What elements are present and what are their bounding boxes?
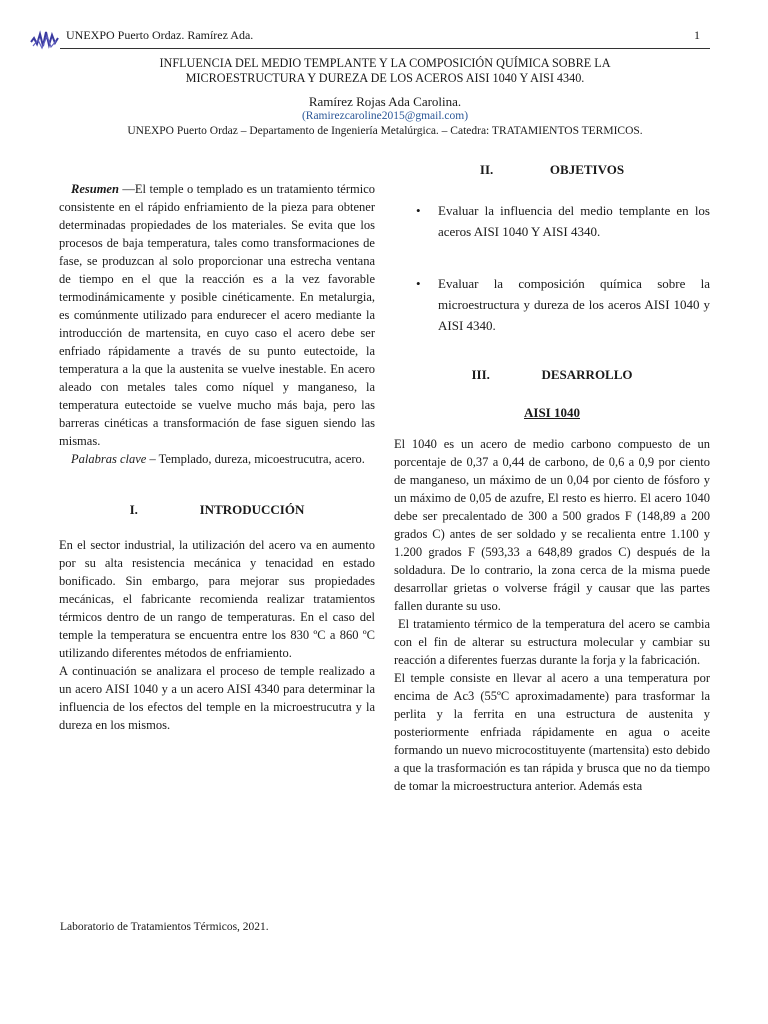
section-number: I. (129, 502, 138, 517)
keywords (59, 450, 375, 468)
section-title: OBJETIVOS (549, 162, 625, 177)
keywords-label: Palabras clave (71, 452, 147, 466)
paper-title (60, 56, 710, 86)
author-name: Ramírez Rojas Ada Carolina. (308, 94, 462, 109)
abstract-label: Resumen (71, 182, 119, 196)
page-footer: Laboratorio de Tratamientos Térmicos, 2021. (60, 921, 269, 933)
title-line: MICROESTRUCTURA Y DUREZA DE LOS ACEROS AISI 1040 Y AISI 4340. (185, 71, 585, 85)
section-title: INTRODUCCIÓN (199, 502, 305, 517)
title-line: INFLUENCIA DEL MEDIO TEMPLANTE Y LA COMPOSICIÓN QUÍMICA SOBRE LA (159, 56, 611, 70)
unexpo-logo-icon (30, 26, 60, 52)
section-title: DESARROLLO (541, 367, 633, 382)
section-number: III. (471, 367, 490, 382)
section-heading-intro (59, 502, 375, 518)
objective-text: Evaluar la influencia del medio templante en los aceros AISI 1040 Y AISI 4340. (438, 203, 710, 239)
bullet-icon: • (416, 203, 421, 218)
objectives-list (394, 200, 710, 336)
list-item (394, 200, 710, 242)
development-paragraph: El tratamiento térmico de la temperatura del acero se cambia con el fin de alterar su estructura molecular y cambiar su reacción a diferentes fuerzas durante la forja y la fabricación. (394, 617, 710, 667)
abstract-text: —El temple o templado es un tratamiento térmico consistente en el rápido enfriamiento de la pieza para obtener determinadas propiedades de los materiales. Se evita que los procesos de baja temperatura, tales como transformaciones de fase, se produzcan al solo proporcionar una estrecha ventana de tiempo en el que la reacción es a la vez favorable termodinámicamente y posible cinéticamente. En metalurgia, es comúnmente utilizado para endurecer el acero mediante la introducción de martensita, en cuyo caso el acero debe ser enfriado rápidamente a través de su punto eutectoide, la temperatura a la que la austenita se vuelve inestable. En acero aleado con metales tales como níquel y manganeso, la temperatura eutectoide se vuelve mucho más baja, pero las barreras cinéticas a transformación de fase siguen siendo las mismas. (59, 182, 376, 448)
page-number: 1 (694, 28, 700, 42)
left-column (59, 180, 375, 734)
list-item (394, 273, 710, 336)
running-header: UNEXPO Puerto Ordaz. Ramírez Ada. (66, 28, 254, 42)
bullet-icon: • (416, 276, 421, 291)
subsection-heading: AISI 1040 (524, 405, 580, 420)
section-heading-objectives (394, 162, 710, 178)
right-column (394, 162, 710, 795)
section-number: II. (479, 162, 494, 177)
objective-text: Evaluar la composición química sobre la microestructura y dureza de los aceros AISI 1040 y AISI 4340. (438, 276, 710, 333)
development-paragraph: El 1040 es un acero de medio carbono compuesto de un porcentaje de 0,37 a 0,44 de carbono, de 0,6 a 0,9 por ciento de manganeso, un máximo de un 0,04 por ciento de fósforo y un máximo de 0,05 de azufre, El resto es hierro. El acero 1040 debe ser precalentado de 300 a 500 grados F (148,89 a 200 grados C) antes de ser soldado y se recalienta entre 1.100 y 1.200 grados F (593,33 a 648,89 grados C) después de la soldadura. De lo contrario, la zona cerca de la misma puede desarrollar grietas o volverse frágil y causar que las partes fallen durante su uso. (394, 437, 710, 613)
keywords-text: – Templado, dureza, micoestrucutra, acero. (149, 452, 365, 466)
development-paragraph: El temple consiste en llevar al acero a una temperatura por encima de Ac3 (55ºC aproximadamente) para trasformar la perlita y la ferrita en una estructura de austenita y posteriormente enfriada rápidamente en agua o aceite formando un nuevo microcostituyente (martensita) esto debido a que la trasformación es tan rápida y brusca que no da tiempo de tomar la microestructura anterior. Además esta (394, 671, 710, 793)
intro-paragraph: En el sector industrial, la utilización del acero va en aumento por su alta resistencia mecánica y tenacidad en estado bonificado. Sin embargo, para mejorar sus propiedades mecánicas, el fabricante recomienda realizar tratamientos térmicos dentro de un rango de temperaturas. En el caso del temple la temperatura se encuentra entre los 830 ºC a 860 ºC utilizando diferentes métodos de enfriamiento. (59, 538, 375, 660)
header-divider (60, 48, 710, 49)
author-affiliation: UNEXPO Puerto Ordaz – Departamento de Ingeniería Metalúrgica. – Catedra: TRATAMIENTOS TERMICOS. (127, 125, 643, 137)
abstract (59, 180, 375, 450)
section-heading-development (394, 367, 710, 383)
author-email: (Ramirezcaroline2015@gmail.com) (301, 110, 469, 122)
intro-paragraph: A continuación se analizara el proceso de temple realizado a un acero AISI 1040 y a un acero AISI 4340 para determinar la influencia de los efectos del temple en la microestrucutra y la dureza en los mismos. (59, 664, 375, 732)
